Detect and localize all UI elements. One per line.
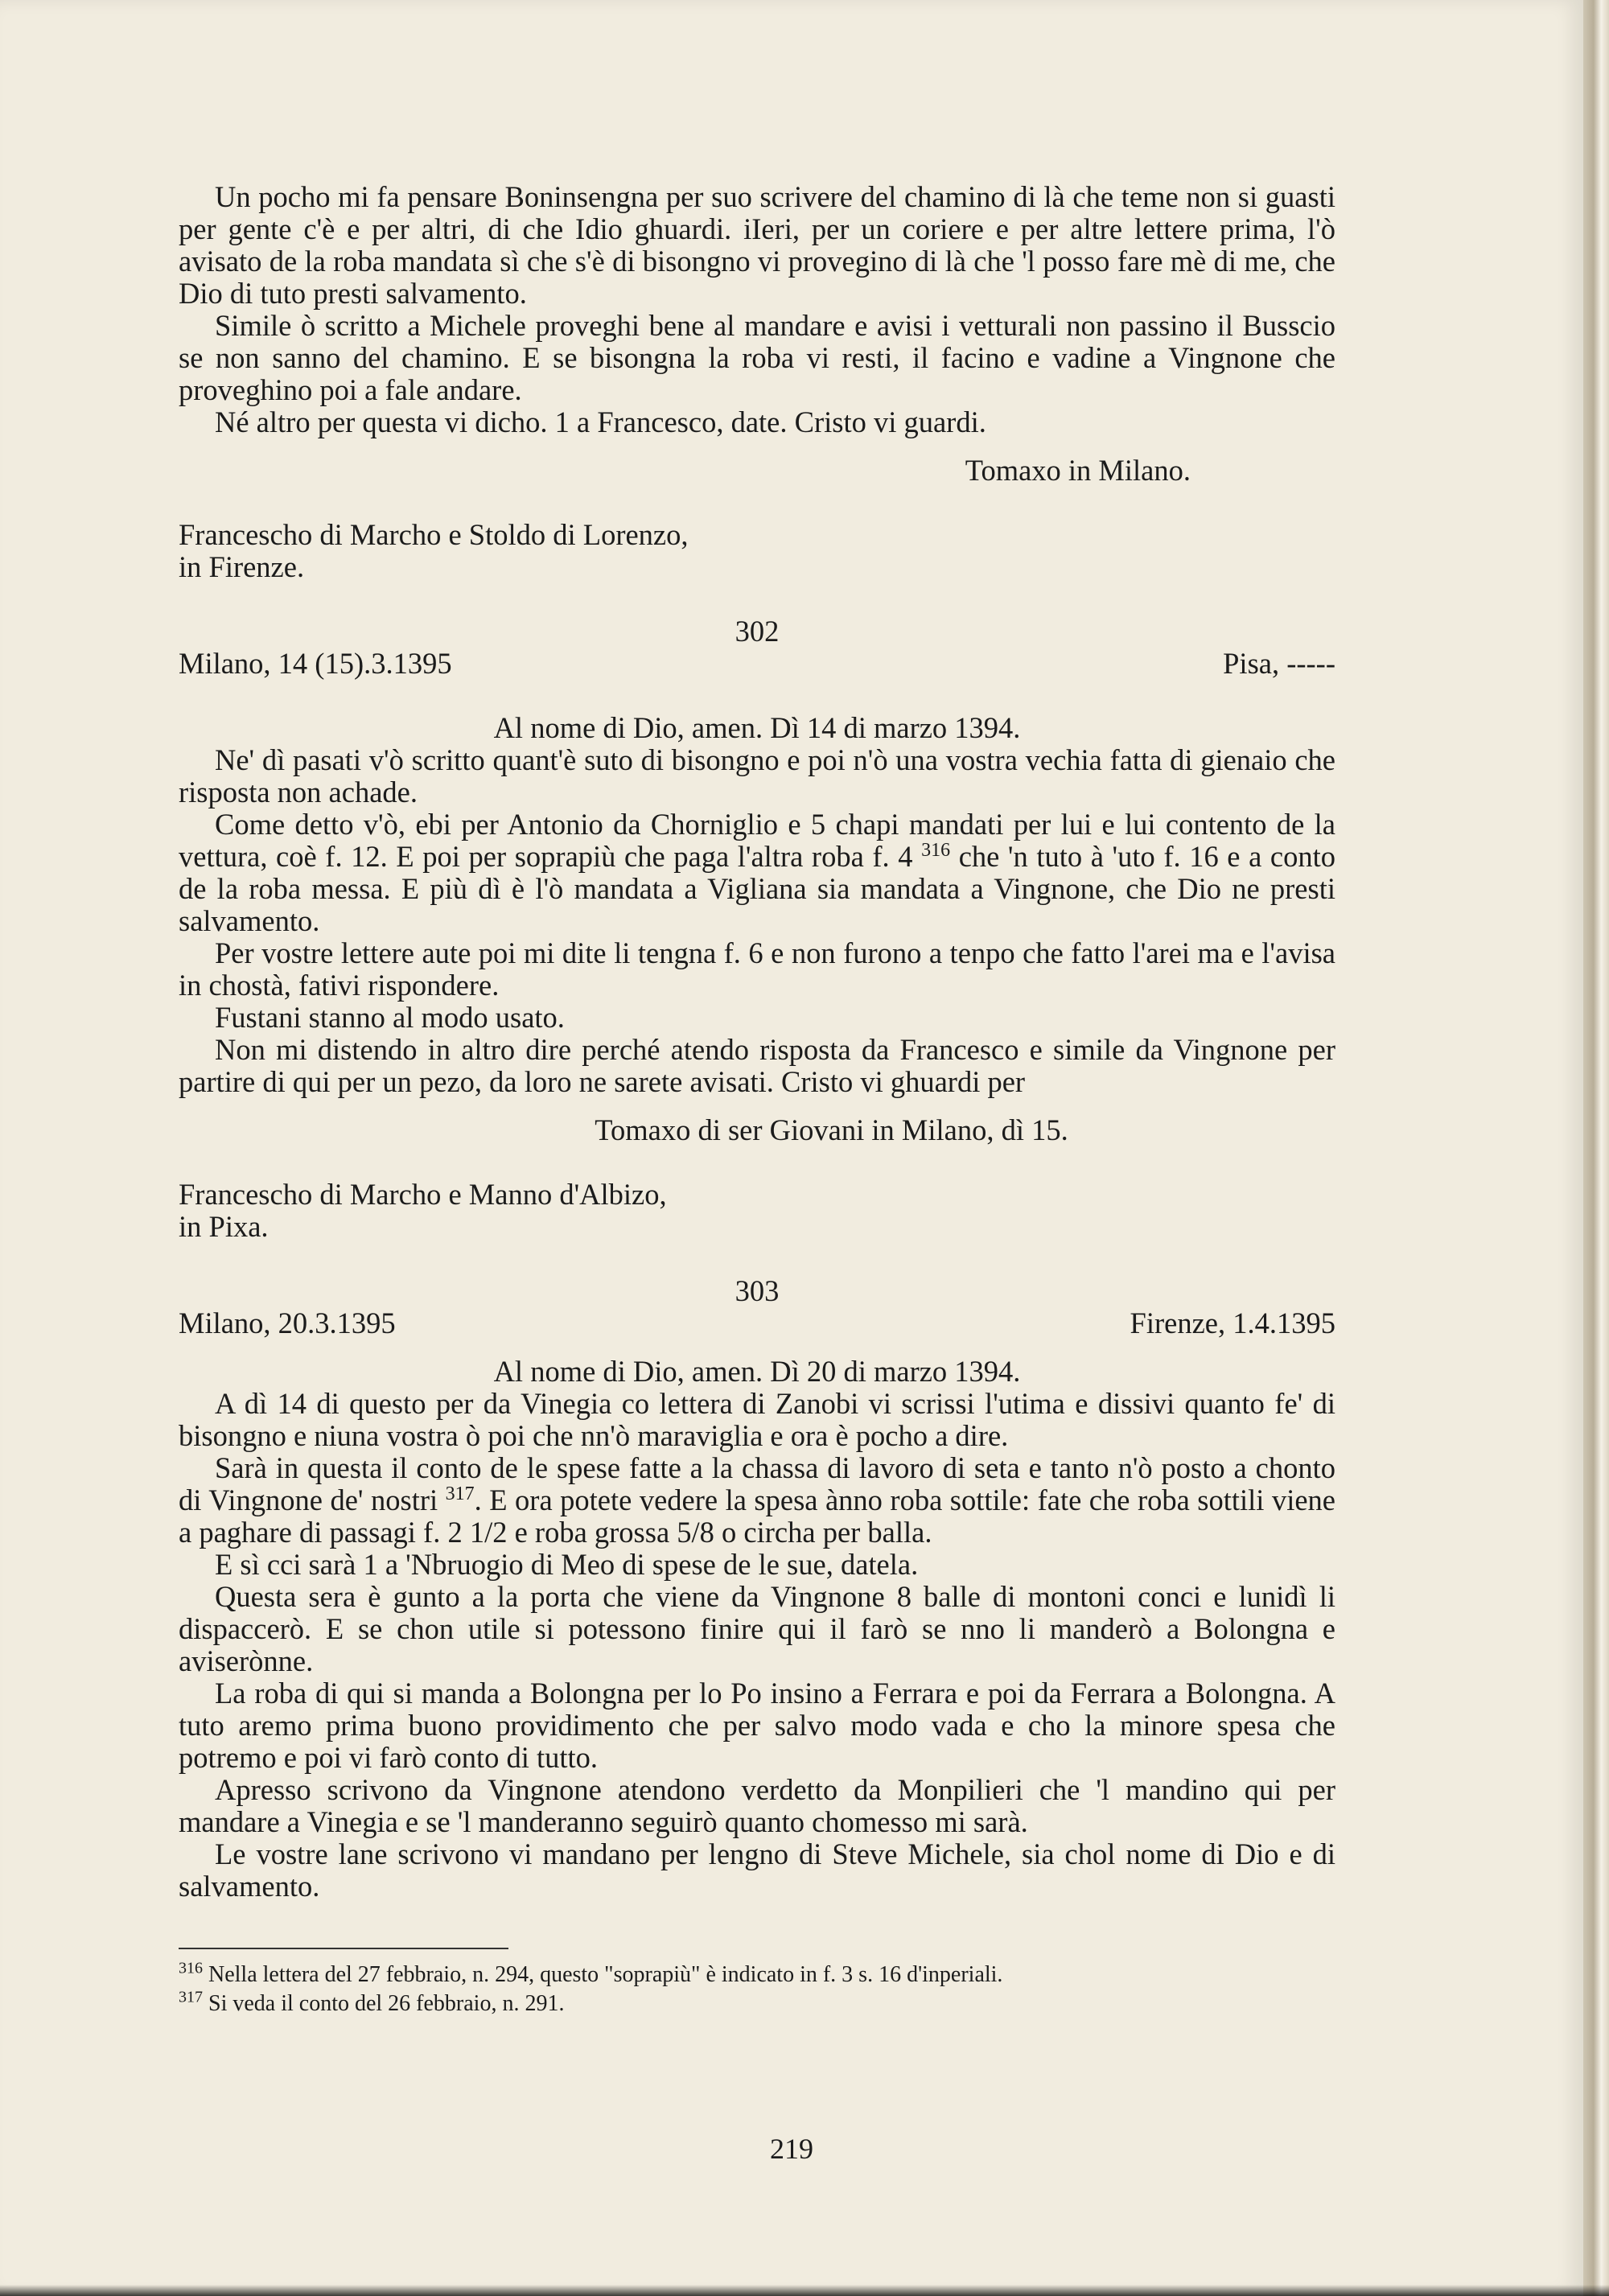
paragraph-text: che 'n tuto à 'uto f. 16 e a conto de la roba messa. E più dì è l'ò mandata a Vigliana sia mandata a Vingnone, che Dio ne presti salvamento. [179, 840, 1335, 937]
paragraph: Ne' dì pasati v'ò scritto quant'è suto di bisongno e poi n'ò una vostra vechia fatta di gienaio che risposta non achade. [179, 743, 1335, 809]
footnote [179, 1961, 1335, 1989]
paragraph: La roba di qui si manda a Bolongna per lo Po insino a Ferrara e poi da Ferrara a Bolongna. A tuto aremo prima buono providimento che per salvo modo vada e cho la minore spesa che potremo e poi vi farò conto di tutto. [179, 1677, 1335, 1774]
paragraph-text: Sarà in questa il conto de le spese fatte a la chassa di lavoro di seta e tanto n'ò posto a chonto di Vingnone de' nostri [179, 1451, 1335, 1516]
paragraph: Apresso scrivono da Vingnone atendono verdetto da Monpilieri che 'l mandino qui per mandare a Vinegia e se 'l manderanno seguirò quanto chomesso mi sarà. [179, 1773, 1335, 1838]
paragraph: Né altro per questa vi dicho. 1 a Francesco, date. Cristo vi guardi. [215, 405, 986, 438]
letter-invocation: Al nome di Dio, amen. Dì 20 di marzo 1394. [493, 1355, 1021, 1388]
paragraph: Non mi distendo in altro dire perché atendo risposta da Francesco e simile da Vingnone per partire di qui per un pezo, da loro ne sarete avisati. Cristo vi ghuardi per [179, 1033, 1335, 1098]
letter-address-line: in Pixa. [179, 1210, 269, 1243]
letter-origin: Milano, 14 (15).3.1395 [179, 647, 452, 680]
letter-invocation: Al nome di Dio, amen. Dì 14 di marzo 1394. [493, 711, 1021, 744]
paragraph-text: Come detto v'ò, ebi per Antonio da Chorniglio e 5 chapi mandati per lui e lui contento de la vettura, coè f. 12. E poi per soprapiù che paga l'altra roba f. 4 [179, 808, 1335, 873]
paragraph: Fustani stanno al modo usato. [215, 1001, 565, 1034]
letter-signature: Tomaxo in Milano. [965, 454, 1191, 487]
paragraph: Le vostre lane scrivono vi mandano per lengno di Steve Michele, sia chol nome di Dio e di salvamento. [179, 1837, 1335, 1903]
page-number: 219 [770, 2133, 813, 2165]
paragraph: Simile ò scritto a Michele proveghi bene al mandare e avisi i vetturali non passino il Busscio se non sanno del chamino. E se bisongna la roba vi resti, il facino e vadine a Vingnone che proveghino poi a fale andare. [179, 309, 1335, 406]
letter-destination: Firenze, 1.4.1395 [1130, 1306, 1335, 1339]
footnote-text: Si veda il conto del 26 febbraio, n. 291. [208, 1991, 565, 2016]
letter-signature: Tomaxo di ser Giovani in Milano, dì 15. [595, 1113, 1068, 1146]
paragraph: Un pocho mi fa pensare Boninsengna per suo scrivere del chamino di là che teme non si guasti per gente c'è e per altri, di che Idio ghuardi. iIeri, per un coriere e per altre lettere prima, l'ò avisato de la roba mandata sì che s'è di bisongno vi provegino di là che 'l posso fare mè di me, che Dio di tuto presti salvamento. [179, 180, 1335, 310]
letter-number: 303 [735, 1274, 780, 1307]
paragraph [179, 809, 1335, 937]
footnote-number: 317 [179, 1988, 203, 2006]
letter-destination: Pisa, ----- [1223, 647, 1335, 680]
paragraph-text: . E ora potete vedere la spesa ànno roba sottile: fate che roba sottili viene a paghare di passagi f. 2 1/2 e roba grossa 5/8 o circha per balla. [179, 1483, 1335, 1549]
paragraph [179, 1452, 1335, 1549]
paragraph: Questa sera è gunto a la porta che viene da Vingnone 8 balle di montoni conci e lunidì li dispaccerò. E se chon utile si potessono finire qui il farò se nno li manderò a Bolongna e aviserònne. [179, 1580, 1335, 1677]
letter-address-line: Franceschо di Marcho e Manno d'Albizo, [179, 1178, 667, 1211]
page-edge [1583, 0, 1609, 2296]
footnote-text: Nella lettera del 27 febbraio, n. 294, questo "soprapiù" è indicato in f. 3 s. 16 d'inperiali. [208, 1962, 1003, 1987]
letter-address-line: Franceschо di Marcho e Stoldo di Lorenzo, [179, 518, 689, 551]
footnote-rule [179, 1948, 508, 1949]
footnote-number: 316 [179, 1959, 203, 1977]
scan-bottom-edge [0, 2285, 1609, 2296]
letter-origin: Milano, 20.3.1395 [179, 1306, 396, 1339]
footnote-ref: 317 [445, 1483, 475, 1504]
footnote [179, 1989, 1335, 2018]
paragraph: Per vostre lettere aute poi mi dite li tengna f. 6 e non furono a tenpo che fatto l'arei ma e l'avisa in chostà, fativi rispondere. [179, 936, 1335, 1002]
footnote-ref: 316 [921, 839, 951, 861]
letter-number: 302 [735, 615, 780, 648]
paragraph: E sì cci sarà 1 a 'Nbruogio di Meo di spese de le sue, datela. [215, 1548, 919, 1581]
page-text [179, 181, 1335, 2018]
letter-dateline [179, 648, 1335, 680]
letter-address-line: in Firenze. [179, 550, 305, 583]
letter-dateline [179, 1307, 1335, 1339]
paragraph: A dì 14 di questo per da Vinegia co lettera di Zanobi vi scrissi l'utima e dissivi quanto fe' di bisongno e niuna vostra ò poi che nn'ò maraviglia e ora è pocho a dire. [179, 1387, 1335, 1452]
